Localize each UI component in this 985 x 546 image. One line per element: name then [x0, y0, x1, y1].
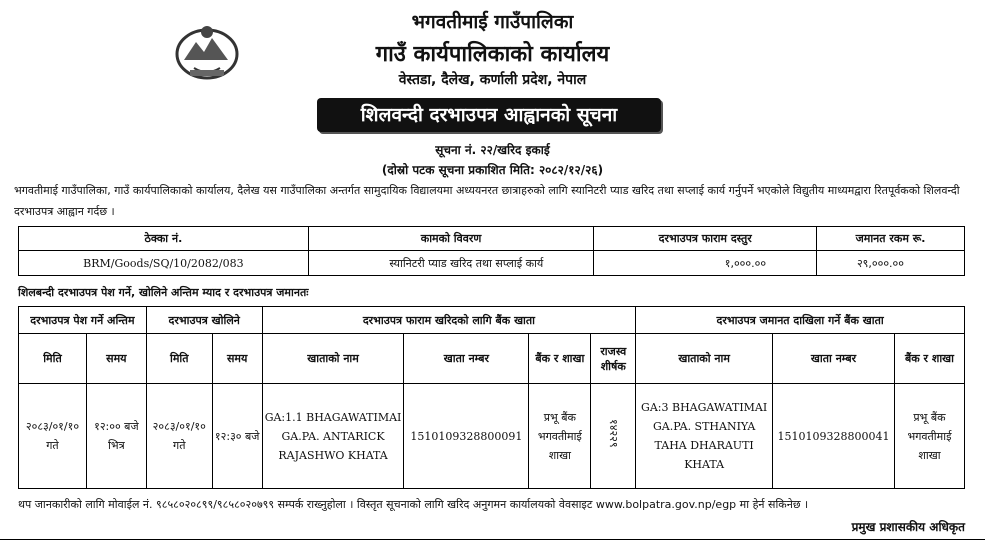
contract-no: BRM/Goods/SQ/10/2082/083: [19, 251, 309, 276]
header-security-amount: जमानत रकम रू.: [817, 227, 965, 251]
intro-paragraph: भगवतीमाई गाउँपालिका, गाउँ कार्यपालिकाको कार्यालय, दैलेख यस गाउँपालिका अन्तर्गत सामुदायिक विद्यालयमा अध्ययनरत छात्राहरुको लागि स्यानिटरी प्याड खरिद तथा सप्लाई कार्य गर्नुपर्ने भएकोले विद्युतीय माध्यमद्वारा रितपूर्वकको शिलवन्दी दरभाउपत्र आह्वान गर्दछ ।: [14, 184, 960, 218]
bottom-rule: [0, 539, 985, 540]
header-time: समय: [86, 334, 146, 384]
notice-number: सूचना नं. २२/खरिद इकाई: [435, 143, 550, 157]
deadline-caption: शिलबन्दी दरभाउपत्र पेश गर्ने, खोलिने अन्तिम म्याद र दरभाउपत्र जमानतः: [18, 286, 309, 299]
header-form-fee: दरभाउपत्र फाराम दस्तुर: [594, 227, 817, 251]
form-account-name: GA:1.1 BHAGAWATIMAI GA.PA. ANTARICK RAJASHWO KHATA: [262, 384, 404, 489]
municipality-name: भगवतीमाई गाउँपालिका: [411, 11, 574, 33]
work-description: स्यानिटरी प्याड खरिद तथा सप्लाई कार्य: [308, 251, 594, 276]
header-account-no: खाता नम्बर: [404, 334, 529, 384]
open-date: २०८३/०१/१० गते: [146, 384, 212, 489]
header-date: मिति: [146, 334, 212, 384]
submit-time: १२:०० बजे भित्र: [86, 384, 146, 489]
notice-header: [0, 0, 985, 177]
header-account-no: खाता नम्बर: [773, 334, 895, 384]
table-row: [19, 384, 965, 489]
form-account-no: 1510109328800091: [404, 384, 529, 489]
header-submit-deadline: दरभाउपत्र पेश गर्ने अन्तिम: [19, 307, 147, 334]
header-bank-branch: बैंक र शाखा: [895, 334, 965, 384]
deposit-account-no: 1510109328800041: [773, 384, 895, 489]
signature-title: प्रमुख प्रशासकीय अधिकृत: [851, 520, 965, 534]
header-time: समय: [212, 334, 262, 384]
security-amount: २९,०००.००: [817, 251, 965, 276]
revenue-head: १४२२९: [606, 418, 620, 448]
header-date: मिति: [19, 334, 87, 384]
header-opening: दरभाउपत्र खोलिने: [146, 307, 262, 334]
deadline-table: [18, 306, 965, 489]
header-form-bank-account: दरभाउपत्र फाराम खरिदको लागि बैंक खाता: [262, 307, 636, 334]
contract-table-header: [19, 227, 965, 251]
header-contract-no: ठेक्का नं.: [19, 227, 309, 251]
header-bank-branch: बैंक र शाखा: [529, 334, 591, 384]
office-name: गाउँ कार्यपालिकाको कार्यालय: [375, 42, 610, 67]
submit-date: २०८३/०१/१० गते: [19, 384, 87, 489]
notice-title: शिलवन्दी दरभाउपत्र आह्वानको सूचना: [317, 98, 661, 132]
contract-table: [18, 226, 965, 276]
office-address: वेस्तडा, दैलेख, कर्णाली प्रदेश, नेपाल: [398, 72, 587, 88]
form-bank-branch: प्रभू बैंक भगवतीमाई शाखा: [529, 384, 591, 489]
header-revenue-head: राजस्व शीर्षक: [591, 334, 636, 384]
deposit-bank-branch: प्रभू बैंक भगवतीमाई शाखा: [895, 384, 965, 489]
header-deposit-bank-account: दरभाउपत्र जमानत दाखिला गर्ने बैंक खाता: [636, 307, 965, 334]
header-account-name: खाताको नाम: [262, 334, 404, 384]
footer-contact: थप जानकारीको लागि मोवाईल नं. ९८५८०२०८९९/९८५८०२०७९९ सम्पर्क राख्नुहोला । विस्तृत सूचनाको लागि खरिद अनुगमन कार्यालयको वेवसाइट www.bolpatra.gov.np/egp मा हेर्न सकिनेछ ।: [18, 498, 809, 511]
header-account-name: खाताको नाम: [636, 334, 773, 384]
header-work-description: कामको विवरण: [308, 227, 594, 251]
form-fee: १,०००.००: [594, 251, 817, 276]
open-time: १२:३० बजे: [212, 384, 262, 489]
table-row: [19, 251, 965, 276]
revenue-head-cell: [591, 384, 636, 489]
group-header-row: [19, 307, 965, 334]
deposit-account-name: GA:3 BHAGAWATIMAI GA.PA. STHANIYA TAHA DHARAUTI KHATA: [636, 384, 773, 489]
notice-date: (दोस्रो पटक सूचना प्रकाशित मिति: २०८२/१२/२६): [381, 163, 604, 177]
sub-header-row: [19, 334, 965, 384]
